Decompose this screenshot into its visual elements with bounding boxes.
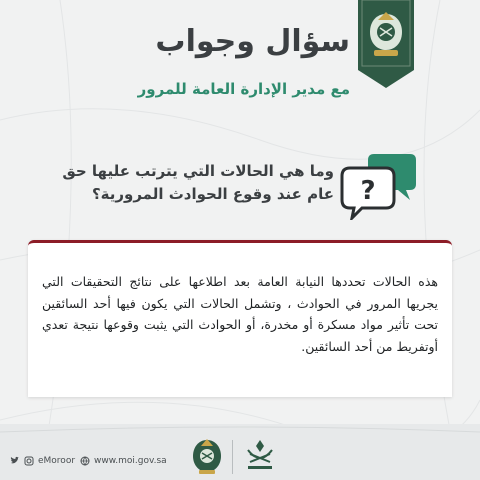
instagram-icon xyxy=(24,456,34,466)
website-text: www.moi.gov.sa xyxy=(94,456,167,466)
question-bubble-icon xyxy=(340,150,418,220)
traffic-logo xyxy=(190,436,224,476)
social-handle-text: eMoroor xyxy=(38,456,76,466)
footer-divider xyxy=(232,440,233,474)
globe-icon xyxy=(80,456,90,466)
ministry-logo xyxy=(240,436,280,476)
svg-text:?: ? xyxy=(360,176,376,206)
website-link[interactable] xyxy=(80,456,167,466)
answer-text: هذه الحالات تحددها النيابة العامة بعد اطلاعها على نتائج التحقيقات التي يجريها المرور في الحوادث ، وتشمل الحالات التي يكون فيها أحد السائقين تحت تأثير مواد مسكرة أو مخدرة، أو الحوادث التي يثبت وقوعها نتيجة تعدي أوتفريط من أحد السائقين. xyxy=(42,274,438,354)
page-subtitle: مع مدير الإدارة العامة للمرور xyxy=(137,80,350,98)
twitter-icon xyxy=(10,456,20,466)
social-handle[interactable] xyxy=(10,456,75,466)
question-text: وما هي الحالات التي يترتب عليها حق عام عند وقوع الحوادث المرورية؟ xyxy=(62,162,334,203)
traffic-emblem-badge xyxy=(358,0,414,88)
answer-card xyxy=(28,240,452,397)
page-title: سؤال وجواب xyxy=(155,24,350,59)
